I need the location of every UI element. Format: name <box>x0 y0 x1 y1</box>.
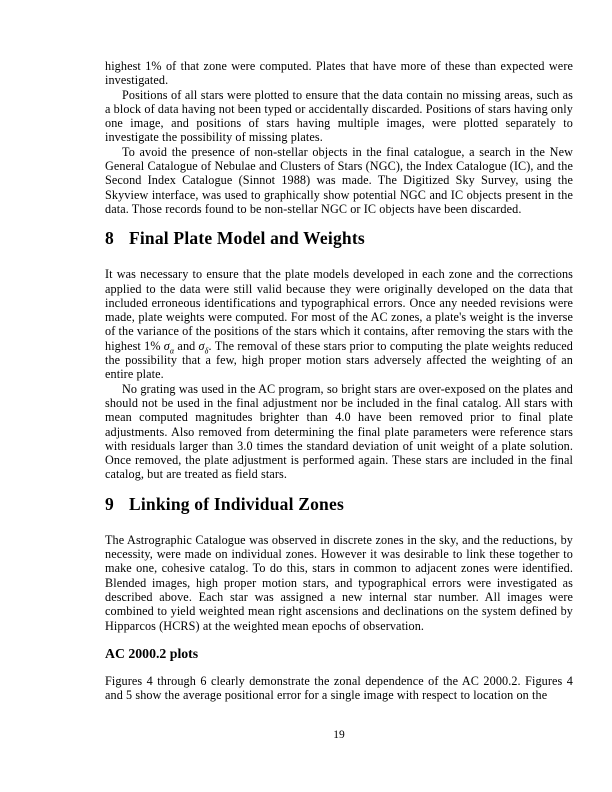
paragraph-ngc-search: To avoid the presence of non-stellar objects in the final catalogue, a search in the New General Catalogue of Nebulae and Clusters of Stars (NGC), the Index Catalogue (IC), and the Second Index Catalogue (Sinnot 1988) was made. The Digitized Sky Survey, using the Skyview interface, was used to graphically show potential NGC and IC objects present in the data. Those records found to be non-stellar NGC or IC objects have been discarded. <box>105 144 573 216</box>
text-column <box>105 59 573 702</box>
section-9-title: Linking of Individual Zones <box>128 493 344 514</box>
section-9-number: 9 <box>105 493 114 514</box>
section-8-heading <box>105 228 573 248</box>
paragraph-plate-models: It was necessary to ensure that the plate models developed in each zone and the corrections applied to the data were still valid because they were originally developed on the data that included erroneous identifications and typographical errors. Once any needed revisions were made, plate weights were computed. For most of the AC zones, a plate's weight is the inverse of the variance of the positions of the stars which it contains, after removing the stars with the highest 1% $\sigma_\alpha$ and $\sigma_\delta$. The removal of these stars prior to computing the plate weights reduced the possibility that a few, high proper motion stars adversely affected the weighting of an entire plate. <box>105 267 573 382</box>
section-9-heading <box>105 494 573 514</box>
page-number: 19 <box>333 729 345 741</box>
section-8-number: 8 <box>105 228 114 249</box>
section-8-title: Final Plate Model and Weights <box>128 228 365 249</box>
subsection-ac2000-plots-heading: AC 2000.2 plots <box>105 645 199 661</box>
paragraph-figures: Figures 4 through 6 clearly demonstrate the zonal dependence of the AC 2000.2. Figures 4 and 5 show the average positional error for a single image with respect to location on the <box>105 673 573 703</box>
paragraph-positions-plotted: Positions of all stars were plotted to ensure that the data contain no missing areas, such as a block of data having not been typed or accidentally discarded. Positions of stars having only one image, and positions of stars having multiple images, were plotted separately to investigate the possibility of missing plates. <box>105 87 573 145</box>
paragraph-linking-zones: The Astrographic Catalogue was observed in discrete zones in the sky, and the reductions, by necessity, were made on individual zones. However it was desirable to link these together to make one, cohesive catalog. To do this, stars in common to adjacent zones were identified. Blended images, high proper motion stars, and typographical errors were investigated as described above. Each star was assigned a new internal star number. All images were combined to yield weighted mean right ascensions and declinations on the system defined by Hipparcos (HCRS) at the weighted mean epochs of observation. <box>105 532 573 633</box>
paragraph-no-grating: No grating was used in the AC program, so bright stars are over-exposed on the plates and should not be used in the final adjustment nor be included in the final catalog. All stars with mean computed magnitudes brighter than 4.0 have been removed prior to final plate adjustments. Also removed from determining the final plate parameters were reference stars with residuals larger than 3.0 times the standard deviation of unit weight of a plate solution. Once removed, the plate adjustment is performed again. These stars are included in the final catalog, but are treated as field stars. <box>105 381 573 482</box>
paragraph-zone-plates: highest 1% of that zone were computed. Plates that have more of these than expected were investigated. <box>105 59 573 88</box>
